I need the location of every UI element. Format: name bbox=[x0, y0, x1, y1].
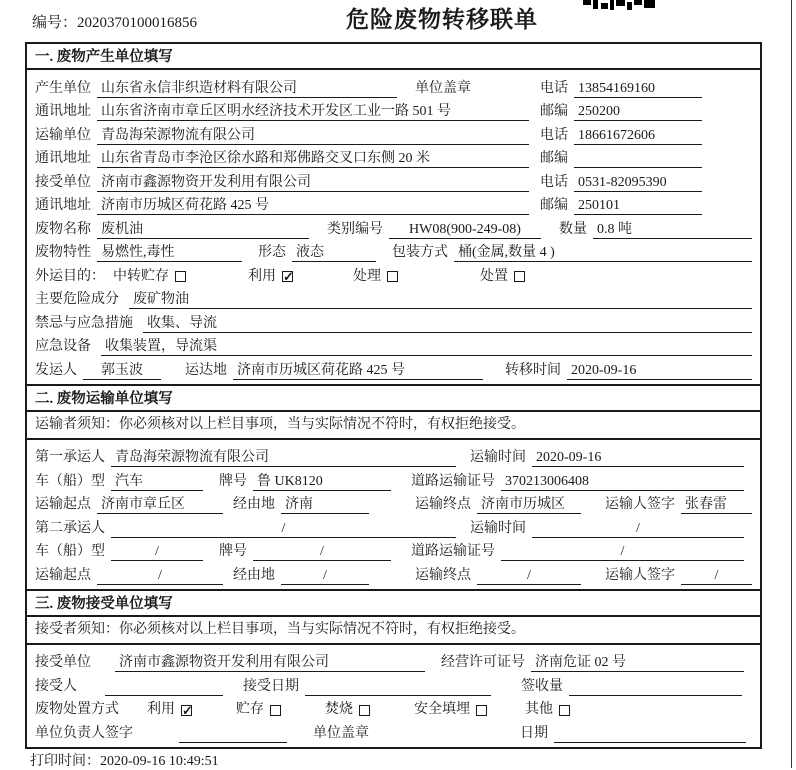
section1-body bbox=[27, 70, 760, 384]
purpose-transfer-storage-label: 中转贮存 bbox=[113, 268, 169, 284]
carrier2-vehicle-row bbox=[35, 538, 752, 562]
receiver-notice: 接受者须知：你必须核对以上栏目事项，当与实际情况不符时，有权拒绝接受。 bbox=[27, 617, 760, 645]
carrier2-sign-label: 运输人签字 bbox=[605, 567, 675, 583]
disposal-landfill-label: 安全填埋 bbox=[414, 702, 470, 717]
carrier2-route-row bbox=[35, 561, 752, 585]
transporter-row bbox=[35, 121, 752, 145]
waste-property-row bbox=[35, 239, 752, 263]
carrier1-origin-label: 运输起点 bbox=[35, 497, 91, 512]
purpose-option-treat bbox=[353, 268, 398, 286]
destination-value: 济南市历城区荷花路 425 号 bbox=[233, 362, 483, 380]
carrier1-road-permit-label: 道路运输证号 bbox=[411, 473, 495, 489]
sign-amount-value bbox=[569, 678, 742, 696]
carrier2-plate-label: 牌号 bbox=[219, 544, 247, 559]
emergency-equipment-label: 应急设备 bbox=[35, 339, 91, 354]
page-edge-line bbox=[791, 0, 792, 768]
section3-body bbox=[27, 645, 760, 747]
sign-amount-label: 签收量 bbox=[521, 678, 563, 694]
receiver-zip-group bbox=[540, 197, 752, 215]
transporter-phone-value: 18661672606 bbox=[574, 127, 702, 145]
transporter-zip-group bbox=[540, 150, 752, 168]
packing-label: 包装方式 bbox=[392, 245, 448, 260]
disposal-storage-checkbox-icon bbox=[270, 705, 281, 716]
carrier1-plate-value: 鲁 UK8120 bbox=[253, 473, 391, 491]
carrier2-road-permit-value: / bbox=[501, 543, 744, 561]
disposal-option-landfill bbox=[414, 701, 487, 719]
sign-date-group bbox=[520, 725, 752, 743]
receiver-phone-value: 0531-82095390 bbox=[574, 174, 702, 192]
purpose-treat-checkbox-icon bbox=[387, 271, 398, 282]
receiver-address-label: 通讯地址 bbox=[35, 198, 91, 213]
waste-name-value: 废机油 bbox=[97, 221, 309, 239]
carrier2-time-value: / bbox=[532, 520, 744, 538]
consignor-value: 郭玉波 bbox=[83, 362, 161, 380]
transporter-phone-label: 电话 bbox=[540, 127, 568, 143]
carrier1-origin-value: 济南市章丘区 bbox=[97, 496, 223, 514]
purpose-treat-label: 处理 bbox=[353, 268, 381, 284]
purpose-dispose-checkbox-icon bbox=[514, 271, 525, 282]
carrier2-origin-label: 运输起点 bbox=[35, 567, 91, 583]
transport-purpose-label: 外运目的： bbox=[35, 268, 105, 284]
carrier2-end-label: 运输终点 bbox=[415, 567, 471, 583]
receiver-seal-label: 单位盖章 bbox=[313, 725, 369, 741]
hazard-component-value: 废矿物油 bbox=[129, 291, 752, 309]
category-code-label: 类别编号 bbox=[327, 221, 383, 237]
carrier1-plate-label: 牌号 bbox=[219, 473, 247, 489]
packing-value: 桶(金属,数量 4 ) bbox=[454, 244, 752, 262]
producer-label: 产生单位 bbox=[35, 80, 91, 96]
producer-zip-label: 邮编 bbox=[540, 104, 568, 119]
carrier2-row bbox=[35, 514, 752, 538]
carrier2-end-value: / bbox=[477, 567, 581, 585]
producer-zip-group bbox=[540, 103, 752, 121]
accept-date-label: 接受日期 bbox=[243, 678, 299, 694]
waste-property-value: 易燃性,毒性 bbox=[97, 244, 242, 262]
carrier1-vehicle-label: 车（船）型 bbox=[35, 473, 105, 489]
accept-unit-value: 济南市鑫源物资开发利用有限公司 bbox=[115, 654, 425, 672]
carrier1-time-group bbox=[470, 449, 752, 467]
transport-purpose-row bbox=[35, 262, 752, 286]
consignor-row bbox=[35, 356, 752, 380]
producer-address-value: 山东省济南市章丘区明水经济技术开发区工业一路 501 号 bbox=[97, 103, 529, 121]
receiver-zip-value: 250101 bbox=[574, 197, 702, 215]
accept-unit-label: 接受单位 bbox=[35, 655, 91, 670]
transporter-value: 青岛海荣源物流有限公司 bbox=[97, 127, 529, 145]
producer-phone-group bbox=[540, 80, 752, 98]
carrier1-route-row bbox=[35, 491, 752, 515]
accept-person-label: 接受人 bbox=[35, 678, 77, 694]
carrier2-via-value: / bbox=[281, 567, 369, 585]
carrier1-label: 第一承运人 bbox=[35, 450, 105, 465]
form-value: 液态 bbox=[292, 244, 376, 262]
consignor-label: 发运人 bbox=[35, 362, 77, 378]
receiver-row bbox=[35, 168, 752, 192]
receiver-value: 济南市鑫源物资开发利用有限公司 bbox=[97, 174, 529, 192]
quantity-label: 数量 bbox=[559, 221, 587, 237]
transfer-time-value: 2020-09-16 bbox=[567, 362, 752, 380]
waste-name-row bbox=[35, 215, 752, 239]
carrier1-row bbox=[35, 444, 752, 468]
disposal-option-other bbox=[525, 701, 570, 719]
receiver-address-row bbox=[35, 192, 752, 216]
emergency-equipment-row bbox=[35, 333, 752, 357]
carrier1-sign-value: 张春雷 bbox=[681, 496, 752, 514]
waste-property-label: 废物特性 bbox=[35, 245, 91, 260]
transporter-address-value: 山东省青岛市李沧区徐水路和郑佛路交叉口东侧 20 米 bbox=[97, 150, 529, 168]
section1-heading: 一. 废物产生单位填写 bbox=[27, 44, 760, 70]
chief-signature-value bbox=[179, 725, 287, 743]
disposal-other-label: 其他 bbox=[525, 702, 553, 717]
emergency-equipment-value: 收集装置，导流渠 bbox=[101, 338, 752, 356]
sign-date-value bbox=[554, 725, 746, 743]
accept-person-row bbox=[35, 672, 752, 696]
transporter-phone-group bbox=[540, 127, 752, 145]
transporter-zip-label: 邮编 bbox=[540, 151, 568, 166]
carrier2-sign-value: / bbox=[681, 567, 752, 585]
receiver-phone-label: 电话 bbox=[540, 174, 568, 190]
receiver-address-value: 济南市历城区荷花路 425 号 bbox=[97, 197, 529, 215]
emergency-measures-row bbox=[35, 309, 752, 333]
sign-date-label: 日期 bbox=[520, 725, 548, 741]
carrier2-vehicle-value: / bbox=[111, 543, 203, 561]
disposal-option-utilize bbox=[147, 701, 192, 719]
carrier2-road-permit-label: 道路运输证号 bbox=[411, 544, 495, 559]
carrier2-origin-value: / bbox=[97, 567, 223, 585]
section3-heading: 三. 废物接受单位填写 bbox=[27, 589, 760, 617]
carrier2-plate-value: / bbox=[253, 543, 391, 561]
form-label: 形态 bbox=[258, 245, 286, 260]
print-time-value: 2020-09-16 10:49:51 bbox=[100, 754, 219, 769]
producer-phone-label: 电话 bbox=[540, 80, 568, 96]
page-title: 危险废物转移联单 bbox=[346, 7, 538, 32]
purpose-option-dispose bbox=[480, 268, 525, 286]
purpose-transfer-storage-checkbox-icon bbox=[175, 271, 186, 282]
manifest-table bbox=[25, 42, 762, 749]
accept-unit-row bbox=[35, 649, 752, 673]
producer-zip-value: 250200 bbox=[574, 103, 702, 121]
transporter-label: 运输单位 bbox=[35, 127, 91, 143]
serial-value: 2020370100016856 bbox=[77, 15, 198, 31]
permit-label: 经营许可证号 bbox=[441, 655, 525, 670]
disposal-landfill-checkbox-icon bbox=[476, 705, 487, 716]
purpose-utilize-checkbox-icon bbox=[282, 271, 293, 282]
carrier1-via-value: 济南 bbox=[281, 496, 369, 514]
disposal-incinerate-checkbox-icon bbox=[359, 705, 370, 716]
serial-label: 编号： bbox=[32, 15, 78, 31]
producer-value: 山东省永信非织造材料有限公司 bbox=[97, 80, 397, 98]
quantity-value: 0.8 吨 bbox=[593, 221, 752, 239]
producer-row bbox=[35, 74, 752, 98]
emergency-measures-value: 收集、导流 bbox=[143, 315, 752, 333]
emergency-measures-label: 禁忌与应急措施 bbox=[35, 315, 133, 331]
disposal-storage-label: 贮存 bbox=[236, 702, 264, 717]
hazard-component-row bbox=[35, 286, 752, 310]
transporter-zip-value bbox=[574, 150, 702, 168]
carrier1-value: 青岛海荣源物流有限公司 bbox=[111, 449, 456, 467]
purpose-option-utilize bbox=[248, 268, 293, 286]
section2-body bbox=[27, 440, 760, 589]
carrier1-time-value: 2020-09-16 bbox=[532, 449, 744, 467]
chief-signature-label: 单位负责人签字 bbox=[35, 725, 133, 741]
disposal-option-storage bbox=[236, 701, 281, 719]
producer-address-label: 通讯地址 bbox=[35, 104, 91, 119]
chief-signature-row bbox=[35, 719, 752, 743]
destination-label: 运达地 bbox=[185, 362, 227, 378]
disposal-utilize-label: 利用 bbox=[147, 702, 175, 717]
unit-seal-label: 单位盖章 bbox=[415, 80, 471, 96]
transporter-address-label: 通讯地址 bbox=[35, 151, 91, 166]
disposal-method-label: 废物处置方式 bbox=[35, 702, 119, 717]
purpose-utilize-label: 利用 bbox=[248, 268, 276, 284]
transporter-notice: 运输者须知：你必须核对以上栏目事项，当与实际情况不符时，有权拒绝接受。 bbox=[27, 412, 760, 440]
carrier2-time-label: 运输时间 bbox=[470, 520, 526, 536]
carrier1-sign-label: 运输人签字 bbox=[605, 497, 675, 512]
hazard-component-label: 主要危险成分 bbox=[35, 292, 119, 307]
carrier1-via-label: 经由地 bbox=[233, 497, 275, 512]
producer-address-row bbox=[35, 98, 752, 122]
carrier1-time-label: 运输时间 bbox=[470, 450, 526, 465]
carrier2-vehicle-label: 车（船）型 bbox=[35, 544, 105, 559]
carrier2-via-label: 经由地 bbox=[233, 567, 275, 583]
disposal-incinerate-label: 焚烧 bbox=[325, 702, 353, 717]
carrier2-time-group bbox=[470, 520, 752, 538]
carrier2-value: / bbox=[111, 520, 456, 538]
carrier1-end-label: 运输终点 bbox=[415, 497, 471, 512]
producer-phone-value: 13854169160 bbox=[574, 80, 702, 98]
accept-date-value bbox=[305, 678, 491, 696]
purpose-dispose-label: 处置 bbox=[480, 268, 508, 284]
disposal-option-incinerate bbox=[325, 701, 370, 719]
carrier1-end-value: 济南市历城区 bbox=[477, 496, 581, 514]
receiver-zip-label: 邮编 bbox=[540, 198, 568, 213]
disposal-method-row bbox=[35, 696, 752, 720]
transporter-address-row bbox=[35, 145, 752, 169]
carrier1-vehicle-value: 汽车 bbox=[111, 473, 203, 491]
carrier1-vehicle-row bbox=[35, 467, 752, 491]
category-code-value: HW08(900-249-08) bbox=[389, 221, 541, 239]
carrier1-road-permit-value: 370213006408 bbox=[501, 473, 744, 491]
accept-person-value bbox=[105, 678, 223, 696]
print-time bbox=[30, 750, 219, 770]
transfer-time-label: 转移时间 bbox=[505, 362, 561, 378]
permit-value: 济南危证 02 号 bbox=[531, 654, 744, 672]
section2-heading: 二. 废物运输单位填写 bbox=[27, 384, 760, 412]
receiver-phone-group bbox=[540, 174, 752, 192]
purpose-option-transfer-storage bbox=[113, 268, 186, 286]
qr-code-fragment-icon bbox=[583, 0, 655, 10]
waste-name-label: 废物名称 bbox=[35, 221, 91, 237]
receiver-label: 接受单位 bbox=[35, 174, 91, 190]
print-time-label: 打印时间： bbox=[30, 754, 100, 769]
disposal-utilize-checkbox-icon bbox=[181, 705, 192, 716]
carrier2-label: 第二承运人 bbox=[35, 520, 105, 536]
disposal-other-checkbox-icon bbox=[559, 705, 570, 716]
